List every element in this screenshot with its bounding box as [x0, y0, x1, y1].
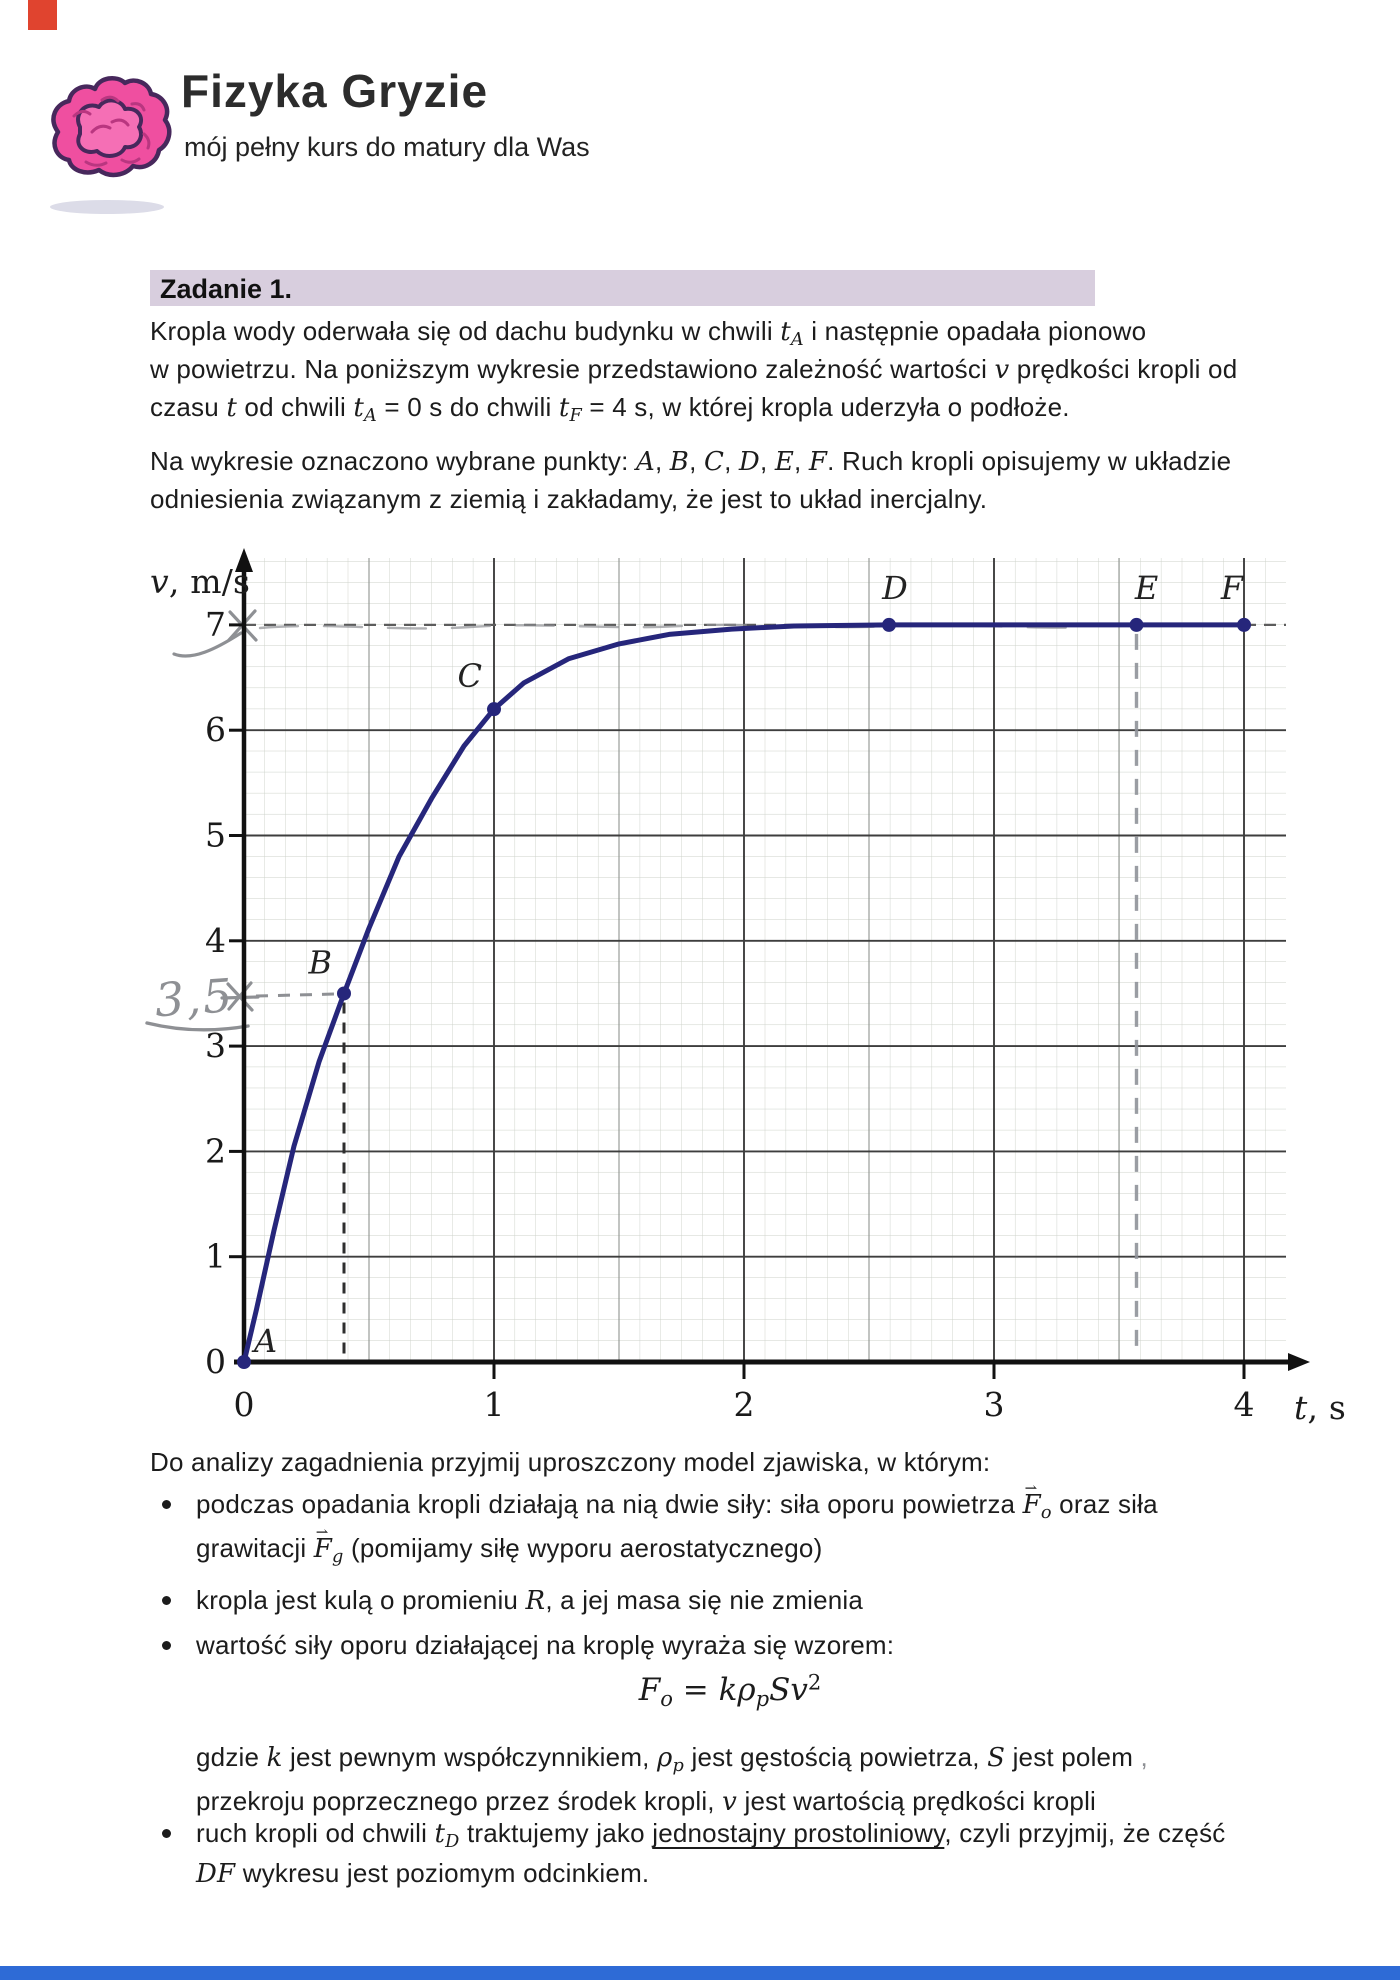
text-line: gdzie k jest pewnym współczynnikiem, $\rho_p$ jest gęstością powietrza, S jest polem ,: [196, 1742, 1148, 1776]
y-tick-label: 3: [205, 1026, 226, 1066]
point-label-B: B: [308, 943, 332, 982]
bullet-marker: [162, 1641, 171, 1650]
text-line: czasu t od chwili $t_A = 0$ s do chwili $t_F = 4$ s, w której kropla uderzyła o podłoże.: [150, 392, 1070, 426]
text-line: kropla jest kulą o promieniu R, a jej masa się nie zmienia: [196, 1585, 864, 1616]
text-line: podczas opadania kropli działają na nią dwie siły: siła oporu powietrza F $⇀_o$ oraz siła: [196, 1489, 1158, 1520]
point-label-D: D: [882, 568, 908, 607]
x-tick-label: 3: [983, 1385, 1005, 1424]
x-tick-label: 4: [1233, 1385, 1255, 1424]
point-label-A: A: [254, 1322, 278, 1360]
bullet-marker: [162, 1596, 171, 1605]
point-B: [337, 986, 351, 1000]
point-A: [237, 1355, 251, 1369]
bullet-marker: [162, 1829, 171, 1838]
point-label-C: C: [457, 657, 482, 696]
handwritten-3-5: 3,5: [153, 967, 236, 1028]
y-tick-label: 5: [205, 815, 226, 855]
y-tick-label: 6: [205, 710, 226, 750]
page-subtitle: mój pełny kurs do matury dla Was: [184, 132, 590, 162]
point-label-F: F: [1220, 568, 1244, 607]
page-title: Fizyka Gryzie: [181, 65, 489, 117]
text-line: Do analizy zagadnienia przyjmij uproszczony model zjawiska, w którym:: [150, 1447, 991, 1477]
bullet-marker: [162, 1500, 171, 1509]
y-tick-label: 7: [205, 604, 226, 644]
text-line: odniesienia związanym z ziemią i zakładamy, że jest to układ inercjalny.: [150, 484, 988, 514]
drag-force-formula: $F_o = k\rho_pSv^2$: [638, 1669, 822, 1711]
y-tick-label: 2: [205, 1131, 226, 1171]
text-line: ruch kropli od chwili $t_D$ traktujemy jako jednostajny prostoliniowy, czyli przyjmij, że część: [196, 1818, 1226, 1852]
x-tick-label: 0: [233, 1385, 255, 1424]
x-axis-arrowhead: [1288, 1353, 1310, 1371]
x-tick-label: 1: [483, 1385, 505, 1424]
text-line: grawitacji F $⇀_g$ (pomijamy siłę wyporu aerostatycznego): [196, 1533, 822, 1564]
x-axis-label: t, s: [1294, 1388, 1346, 1427]
text-line: Kropla wody oderwała się od dachu budynku w chwili $t_A$ i następnie opadała pionowo: [150, 316, 1147, 350]
text-line: wartość siły oporu działającej na kroplę wyraża się wzorem:: [196, 1630, 895, 1660]
text-line: przekroju poprzecznego przez środek kropli, v jest wartością prędkości kropli: [196, 1786, 1097, 1817]
text-line: Na wykresie oznaczono wybrane punkty: A, B, C, D, E, F. Ruch kropli opisujemy w układzie: [150, 446, 1232, 477]
task-heading-label: Zadanie 1.: [160, 274, 293, 304]
point-D: [882, 618, 896, 632]
text-line: w powietrzu. Na poniższym wykresie przedstawiono zależność wartości v prędkości kropli od: [150, 354, 1238, 385]
point-label-E: E: [1134, 568, 1159, 607]
y-axis-label: v, m/s: [150, 562, 251, 601]
point-C: [487, 702, 501, 716]
y-tick-label: 0: [205, 1342, 226, 1381]
x-tick-label: 2: [733, 1385, 755, 1424]
y-tick-label: 4: [205, 920, 226, 960]
text-line: DF wykresu jest poziomym odcinkiem.: [196, 1858, 650, 1889]
point-F: [1237, 618, 1251, 632]
point-E: [1130, 618, 1144, 632]
y-tick-label: 1: [205, 1236, 226, 1276]
graph-paper-grid: [244, 558, 1286, 1362]
